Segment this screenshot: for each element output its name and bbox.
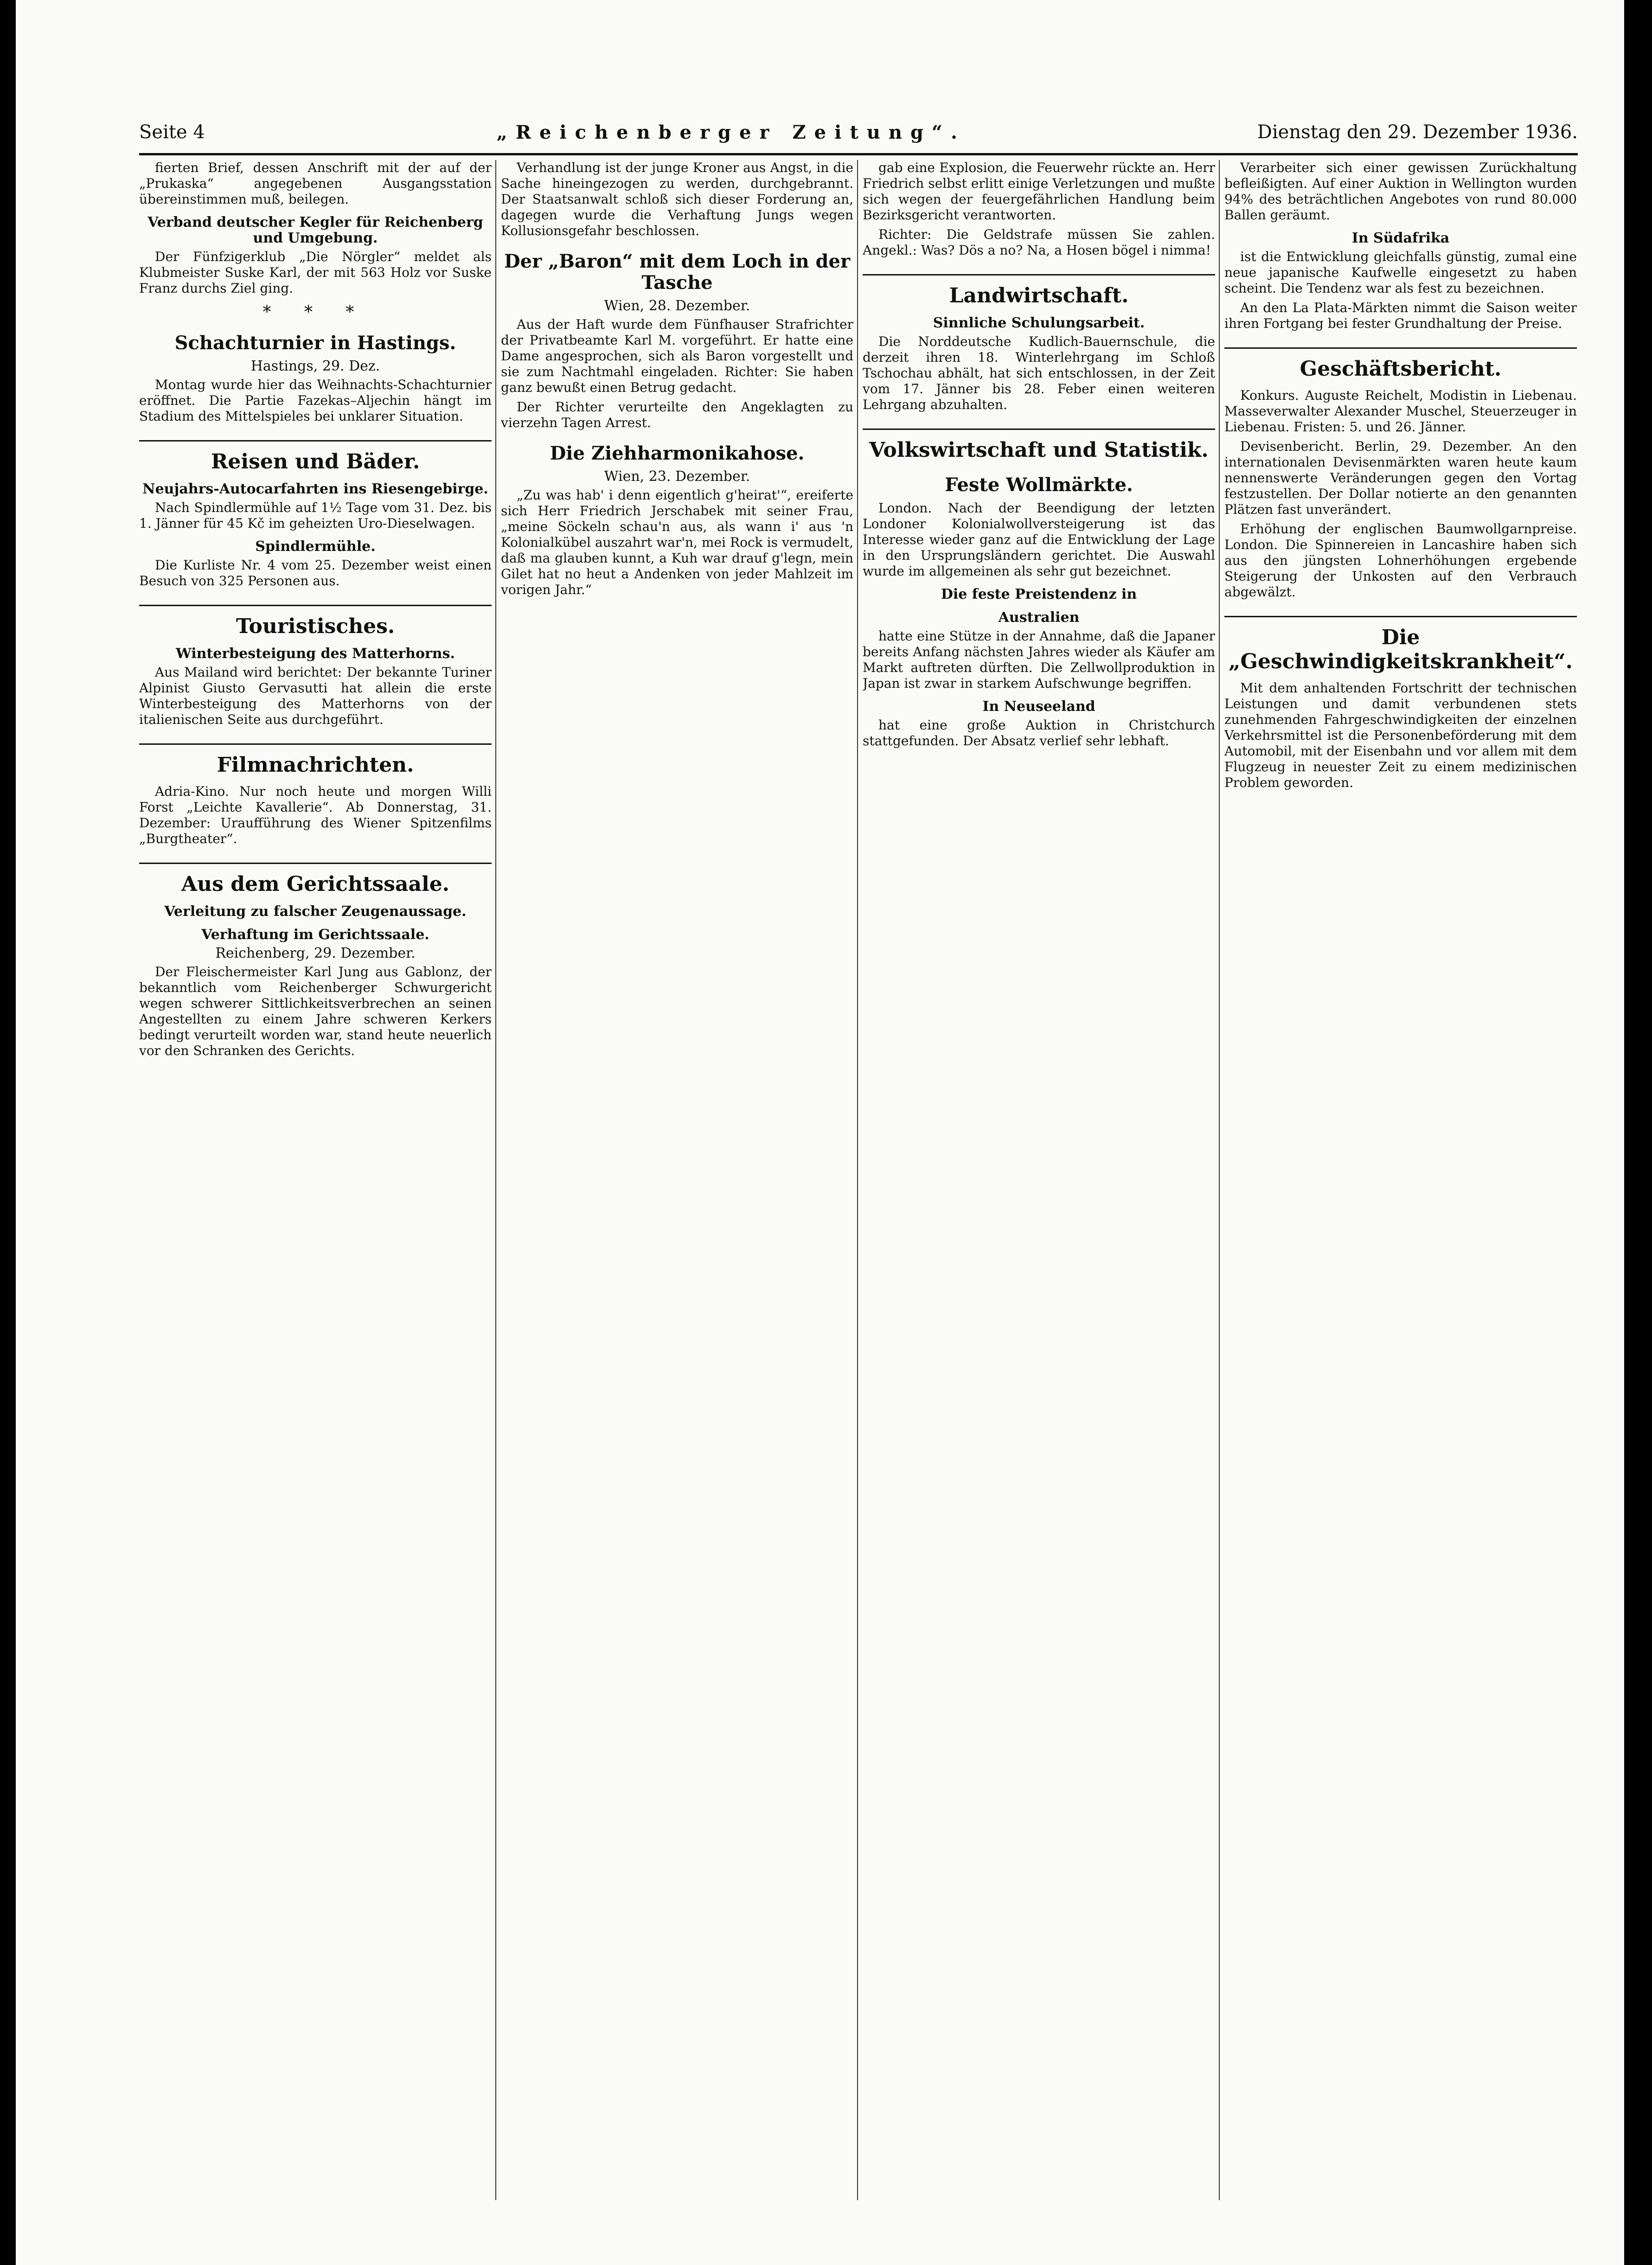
article-text: ist die Entwicklung gleichfalls günstig, zumal eine neue japanische Kaufwelle eingesetzt zu haben scheint. Die Tendenz war als fest zu bezeichnen. bbox=[1224, 249, 1577, 296]
article-text: Richter: Die Geldstrafe müssen Sie zahlen. Angekl.: Was? Dös a no? Na, a Hosen bögel i nimma! bbox=[863, 227, 1215, 258]
article-subheading: Australien bbox=[998, 609, 1080, 626]
article-text: Devisenbericht. Berlin, 29. Dezember. An den internationalen Devisenmärkten waren heute kaum nennenswerte Veränderungen gegen den Vortag festzustellen. Der Dollar notierte an den genannten Plätzen fast unverändert. bbox=[1224, 439, 1577, 517]
column-2 bbox=[501, 160, 853, 2200]
dateline: Wien, 23. Dezember. bbox=[604, 468, 750, 485]
column-4 bbox=[1224, 160, 1577, 2200]
separator-stars: * * * bbox=[263, 303, 368, 322]
newspaper-title: „Reichenberger Zeitung“. bbox=[496, 121, 966, 143]
column-3 bbox=[863, 160, 1215, 2200]
article-text: Verhandlung ist der junge Kroner aus Angst, in die Sache hineingezogen zu werden, durchgebrannt. Der Staatsanwalt schloß sich dieser Forderung an, dagegen wurde die Verhaftung Jungs wegen Kollusionsgefahr beschlossen. bbox=[501, 160, 853, 238]
article-text: London. Nach der Beendigung der letzten Londoner Kolonialwollversteigerung ist das Interesse wieder ganz auf die Entwicklung der Lage in den Ursprungsländern gerichtet. Die Auswahl wurde im allgemeinen als sehr gut bezeichnet. bbox=[863, 500, 1215, 579]
article-text: Nach Spindlermühle auf 1½ Tage vom 31. Dez. bis 1. Jänner für 45 Kč im geheizten Uro-Dieselwagen. bbox=[139, 500, 492, 531]
issue-date: Dienstag den 29. Dezember 1936. bbox=[1257, 122, 1578, 143]
article-text: An den La Plata-Märkten nimmt die Saison weiter ihren Fortgang bei fester Grundhaltung der Preise. bbox=[1224, 300, 1577, 331]
section-heading: Touristisches. bbox=[139, 605, 492, 639]
article-heading: Der „Baron“ mit dem Loch in der Tasche bbox=[504, 250, 851, 294]
article-heading: Schachturnier in Hastings. bbox=[174, 332, 456, 354]
article-text: Der Richter verurteilte den Angeklagten zu vierzehn Tagen Arrest. bbox=[501, 399, 853, 430]
column-divider bbox=[1219, 160, 1220, 2200]
article-heading: Die Ziehharmonikahose. bbox=[550, 442, 805, 464]
article-text: gab eine Explosion, die Feuerwehr rückte an. Herr Friedrich selbst erlitt einige Verletzungen und mußte sich wegen der feuergefährlichen Handlung beim Bezirksgericht verantworten. bbox=[863, 160, 1215, 223]
section-heading: Volkswirtschaft und Statistik. bbox=[863, 429, 1215, 462]
scan-edge-left bbox=[0, 0, 16, 2265]
article-heading: Feste Wollmärkte. bbox=[945, 474, 1133, 496]
article-subheading: Sinnliche Schulungsarbeit. bbox=[933, 315, 1145, 331]
section-heading: Reisen und Bäder. bbox=[139, 440, 492, 474]
article-text: Adria-Kino. Nur noch heute und morgen Willi Forst „Leichte Kavallerie“. Ab Donnerstag, 31. Dezember: Uraufführung des Wiener Spitzenfilms „Burgtheater“. bbox=[139, 784, 492, 846]
article-text: Der Fleischermeister Karl Jung aus Gablonz, der bekanntlich vom Reichenberger Schwurgericht wegen schwerer Sittlichkeitsverbrechen an seinen Angestellten zu einem Jahre schweren Kerkers bedingt verurteilt worden war, stand heute neuerlich vor den Schranken des Gerichts. bbox=[139, 964, 492, 1058]
article-text: Aus der Haft wurde dem Fünfhauser Strafrichter der Privatbeamte Karl M. vorgeführt. Er hatte eine Dame angesprochen, sich als Baron vorgestellt und sie zum Nachtmahl eingeladen. Richter: Sie haben ganz bewußt einen Betrug gedacht. bbox=[501, 317, 853, 395]
article-subheading: Spindlermühle. bbox=[255, 538, 376, 555]
column-divider bbox=[857, 160, 858, 2200]
page-number: Seite 4 bbox=[139, 122, 205, 143]
section-heading: Landwirtschaft. bbox=[863, 274, 1215, 308]
article-subheading: Winterbesteigung des Matterhorns. bbox=[176, 646, 455, 662]
article-subheading: Verhaftung im Gerichtssaale. bbox=[201, 927, 429, 943]
article-subheading: Die feste Preistendenz in bbox=[941, 586, 1137, 602]
article-text: „Zu was hab' i denn eigentlich g'heirat'“, ereiferte sich Herr Friedrich Jerschabek mit seiner Frau, „meine Söckeln schau'n aus, als wann i' aus 'n Kolonialkübel auszahrt war'n, mei Rock is vermudelt, daß ma glauben kunnt, a Kuh war drauf g'legn, mein Gilet hat no heut a Andenken von jeder Mahlzeit im vorigen Jahr.“ bbox=[501, 487, 853, 597]
article-text: Die Norddeutsche Kudlich-Bauernschule, die derzeit ihren 18. Winterlehrgang im Schloß Tschochau abhält, hat sich entschlossen, in der Zeit vom 17. Jänner bis 28. Feber einen weiteren Lehrgang abzuhalten. bbox=[863, 334, 1215, 412]
article-subheading: Neujahrs-Autocarfahrten ins Riesengebirge. bbox=[142, 481, 488, 497]
article-subheading: In Neuseeland bbox=[982, 698, 1095, 715]
article-text: hatte eine Stütze in der Annahme, daß die Japaner bereits Anfang nächsten Jahres wieder als Käufer am Markt auftreten dürften. Die Zellwollproduktion in Japan ist zwar in starkem Aufschwunge begriffen. bbox=[863, 628, 1215, 691]
column-divider bbox=[495, 160, 496, 2200]
article-text: Montag wurde hier das Weihnachts-Schachturnier eröffnet. Die Partie Fazekas–Aljechin hängt im Stadium des Mittelspieles bei unklarer Situation. bbox=[139, 377, 492, 424]
article-subheading: Verleitung zu falscher Zeugenaussage. bbox=[164, 903, 467, 920]
column-1 bbox=[139, 160, 492, 2200]
section-heading: Die „Geschwindigkeitskrankheit“. bbox=[1224, 616, 1577, 674]
section-heading: Filmnachrichten. bbox=[139, 743, 492, 777]
article-subheading: In Südafrika bbox=[1351, 230, 1450, 246]
article-text: hat eine große Auktion in Christchurch stattgefunden. Der Absatz verlief sehr lebhaft. bbox=[863, 717, 1215, 749]
article-text: Konkurs. Auguste Reichelt, Modistin in Liebenau. Masseverwalter Alexander Muschel, Steuerzeuger in Liebenau. Fristen: 5. und 26. Jänner. bbox=[1224, 388, 1577, 435]
article-text: fierten Brief, dessen Anschrift mit der auf der „Prukaska“ angegebenen Ausgangsstation übereinstimmen muß, beilegen. bbox=[139, 160, 492, 207]
article-text: Verarbeiter sich einer gewissen Zurückhaltung befleißigten. Auf einer Auktion in Wellington wurden 94% des beträchtlichen Angebotes von rund 80.000 Ballen geräumt. bbox=[1224, 160, 1577, 223]
dateline: Reichenberg, 29. Dezember. bbox=[215, 945, 416, 961]
article-text: Die Kurliste Nr. 4 vom 25. Dezember weist einen Besuch von 325 Personen aus. bbox=[139, 557, 492, 589]
page-header bbox=[139, 116, 1578, 148]
header-rule bbox=[139, 153, 1578, 155]
article-subheading: Verband deutscher Kegler für Reichenberg und Umgebung. bbox=[147, 214, 483, 246]
dateline: Wien, 28. Dezember. bbox=[604, 298, 750, 314]
dateline: Hastings, 29. Dez. bbox=[250, 358, 380, 374]
article-text: Erhöhung der englischen Baumwollgarnpreise. London. Die Spinnereien in Lancashire haben sich aus den jüngsten Lohnerhöhungen ergebende Steigerung der Unkosten auf den Verbrauch abgewälzt. bbox=[1224, 521, 1577, 600]
article-text: Der Fünfzigerklub „Die Nörgler“ meldet als Klubmeister Suske Karl, der mit 563 Holz vor Suske Franz durchs Ziel ging. bbox=[139, 249, 492, 296]
section-heading: Geschäftsbericht. bbox=[1224, 347, 1577, 381]
article-text: Mit dem anhaltenden Fortschritt der technischen Leistungen und damit verbundenen stets zunehmenden Fahrgeschwindigkeiten der einzelnen Verkehrsmittel ist die Personenbeförderung mit dem Automobil, mit der Eisenbahn und vor allem mit dem Flugzeug in neuester Zeit zu einem medizinischen Problem geworden. bbox=[1224, 680, 1577, 790]
article-text: Aus Mailand wird berichtet: Der bekannte Turiner Alpinist Giusto Gervasutti hat allein die erste Winterbesteigung des Matterhorns von der italienischen Seite aus durchgeführt. bbox=[139, 665, 492, 727]
scan-edge-right bbox=[1624, 0, 1652, 2265]
section-heading: Aus dem Gerichtssaale. bbox=[139, 863, 492, 896]
